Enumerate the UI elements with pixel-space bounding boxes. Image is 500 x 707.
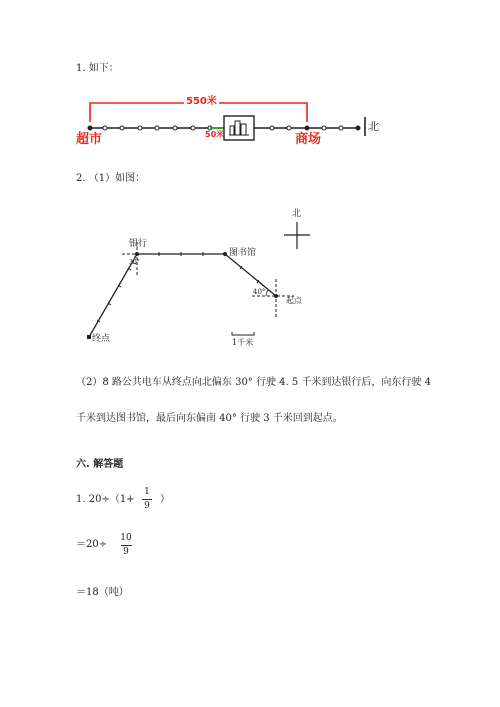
route-path [89, 254, 276, 337]
q2-label: 2. （1）如图： [76, 173, 146, 184]
library-label: 图书馆 [229, 248, 257, 258]
supermarket-label: 超市 [76, 132, 103, 147]
solution-line-2-prefix: ＝20÷ [76, 539, 108, 550]
distance-label: 550米 [186, 96, 217, 107]
fraction-1-bar [142, 499, 152, 500]
small-distance-label: 50米 [205, 130, 225, 139]
start-point-label: 起点 [286, 296, 302, 305]
q2-answer-line-1: （2）8 路公共电车从终点向北偏东 30° 行驶 4. 5 千米到达银行后，向东行驶 4 [76, 377, 431, 388]
fraction-2-denominator: 9 [123, 547, 129, 557]
q2-answer-line-2: 千米到达图书馆，最后向东偏南 40° 行驶 3 千米回到起点。 [76, 413, 343, 424]
library-marker [223, 252, 227, 256]
fraction-2-numerator: 10 [120, 533, 132, 543]
bank-label: 银行 [129, 239, 148, 249]
solution-line-1-prefix: 1. 20÷（1+ [76, 494, 135, 505]
q1-label: 1. 如下： [76, 63, 119, 74]
angle-arc-40 [266, 290, 268, 296]
scale-bar [232, 332, 254, 335]
solution-line-3: ＝18（吨） [76, 587, 129, 598]
solution-line-1-suffix: ） [160, 494, 170, 505]
fraction-1-numerator: 1 [144, 487, 150, 497]
end-point-marker [87, 335, 91, 339]
section-heading: 六. 解答题 [76, 459, 124, 470]
scale-label: 1千米 [232, 338, 254, 347]
fraction-2-bar [121, 545, 132, 546]
mall-label: 商场 [295, 132, 322, 147]
angle-30-label: 30° [129, 259, 140, 266]
fraction-1-denominator: 9 [144, 501, 150, 511]
angle-40-label: 40° [253, 288, 266, 296]
north-label-q1: 北 [368, 120, 379, 133]
compass-north-label: 北 [292, 209, 302, 219]
compass-icon [284, 222, 310, 249]
end-point-label: 终点 [92, 334, 111, 344]
